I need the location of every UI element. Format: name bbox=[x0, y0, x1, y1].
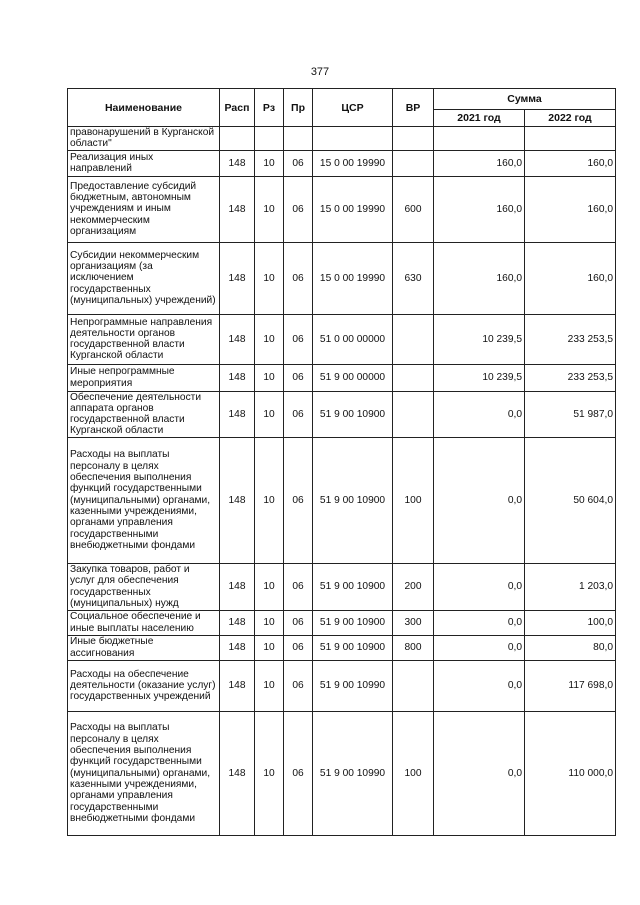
cell-2021: 160,0 bbox=[434, 176, 525, 242]
cell-rasp: 148 bbox=[220, 176, 255, 242]
cell-csr: 15 0 00 19990 bbox=[313, 176, 393, 242]
page-number: 377 bbox=[310, 66, 330, 78]
cell-pr: 06 bbox=[284, 242, 313, 314]
header-year-2021: 2021 год bbox=[434, 110, 525, 127]
table-row bbox=[68, 391, 616, 437]
cell-2021: 0,0 bbox=[434, 437, 525, 563]
header-sum: Сумма bbox=[434, 89, 616, 110]
cell-2022: 160,0 bbox=[525, 242, 616, 314]
cell-2022: 80,0 bbox=[525, 635, 616, 660]
cell-rz: 10 bbox=[255, 610, 284, 635]
cell-csr: 51 9 00 10990 bbox=[313, 711, 393, 835]
cell-name: Иные непрограммные мероприятия bbox=[68, 364, 220, 391]
budget-table bbox=[67, 88, 616, 836]
cell-2022: 117 698,0 bbox=[525, 660, 616, 711]
cell-csr: 15 0 00 19990 bbox=[313, 242, 393, 314]
cell-rasp: 148 bbox=[220, 660, 255, 711]
cell-rasp: 148 bbox=[220, 711, 255, 835]
cell-rasp bbox=[220, 127, 255, 151]
cell-vr: 100 bbox=[393, 711, 434, 835]
table-body bbox=[68, 127, 616, 836]
cell-vr bbox=[393, 660, 434, 711]
cell-rz: 10 bbox=[255, 437, 284, 563]
table-row bbox=[68, 711, 616, 835]
header-name: Наименование bbox=[68, 89, 220, 127]
cell-rz: 10 bbox=[255, 314, 284, 364]
cell-csr: 51 9 00 10900 bbox=[313, 610, 393, 635]
cell-name: Расходы на выплаты персоналу в целях обеспечения выполнения функций государственными (муниципальными) органами, казенными учреждениями, органами управления государственными внебюджетными фондами bbox=[68, 711, 220, 835]
cell-name: Иные бюджетные ассигнования bbox=[68, 635, 220, 660]
cell-rz: 10 bbox=[255, 150, 284, 176]
cell-pr bbox=[284, 127, 313, 151]
cell-name: Реализация иных направлений bbox=[68, 150, 220, 176]
cell-csr: 51 9 00 10900 bbox=[313, 563, 393, 610]
cell-rz bbox=[255, 127, 284, 151]
header-rasp: Расп bbox=[220, 89, 255, 127]
cell-pr: 06 bbox=[284, 635, 313, 660]
table-row bbox=[68, 127, 616, 151]
table-row bbox=[68, 610, 616, 635]
cell-rz: 10 bbox=[255, 364, 284, 391]
header-year-2022: 2022 год bbox=[525, 110, 616, 127]
cell-vr: 800 bbox=[393, 635, 434, 660]
header-csr: ЦСР bbox=[313, 89, 393, 127]
cell-2021: 0,0 bbox=[434, 391, 525, 437]
table-row bbox=[68, 364, 616, 391]
cell-2022: 100,0 bbox=[525, 610, 616, 635]
table-row bbox=[68, 437, 616, 563]
table-row bbox=[68, 176, 616, 242]
cell-2022: 1 203,0 bbox=[525, 563, 616, 610]
cell-2022: 160,0 bbox=[525, 176, 616, 242]
cell-rasp: 148 bbox=[220, 563, 255, 610]
cell-name: Расходы на обеспечение деятельности (оказание услуг) государственных учреждений bbox=[68, 660, 220, 711]
cell-2021: 0,0 bbox=[434, 635, 525, 660]
header-pr: Пр bbox=[284, 89, 313, 127]
cell-rasp: 148 bbox=[220, 391, 255, 437]
cell-csr bbox=[313, 127, 393, 151]
cell-pr: 06 bbox=[284, 176, 313, 242]
cell-csr: 51 0 00 00000 bbox=[313, 314, 393, 364]
cell-vr bbox=[393, 391, 434, 437]
cell-pr: 06 bbox=[284, 711, 313, 835]
table-row bbox=[68, 660, 616, 711]
cell-rz: 10 bbox=[255, 660, 284, 711]
cell-csr: 51 9 00 10900 bbox=[313, 391, 393, 437]
cell-pr: 06 bbox=[284, 610, 313, 635]
cell-vr: 300 bbox=[393, 610, 434, 635]
cell-rasp: 148 bbox=[220, 364, 255, 391]
cell-csr: 51 9 00 10900 bbox=[313, 437, 393, 563]
cell-name: Субсидии некоммерческим организациям (за исключением государственных (муниципальных) учреждений) bbox=[68, 242, 220, 314]
cell-2021: 160,0 bbox=[434, 150, 525, 176]
cell-name: правонарушений в Курганской области" bbox=[68, 127, 220, 151]
cell-rz: 10 bbox=[255, 242, 284, 314]
cell-csr: 51 9 00 10990 bbox=[313, 660, 393, 711]
table-row bbox=[68, 635, 616, 660]
cell-vr bbox=[393, 364, 434, 391]
cell-rasp: 148 bbox=[220, 242, 255, 314]
cell-2022: 160,0 bbox=[525, 150, 616, 176]
cell-csr: 51 9 00 00000 bbox=[313, 364, 393, 391]
cell-csr: 51 9 00 10900 bbox=[313, 635, 393, 660]
cell-rz: 10 bbox=[255, 711, 284, 835]
cell-vr bbox=[393, 150, 434, 176]
cell-rasp: 148 bbox=[220, 635, 255, 660]
cell-pr: 06 bbox=[284, 314, 313, 364]
cell-pr: 06 bbox=[284, 660, 313, 711]
cell-rz: 10 bbox=[255, 635, 284, 660]
cell-vr: 630 bbox=[393, 242, 434, 314]
cell-rz: 10 bbox=[255, 391, 284, 437]
cell-2021 bbox=[434, 127, 525, 151]
cell-name: Непрограммные направления деятельности органов государственной власти Курганской области bbox=[68, 314, 220, 364]
cell-name: Социальное обеспечение и иные выплаты населению bbox=[68, 610, 220, 635]
cell-rasp: 148 bbox=[220, 314, 255, 364]
cell-rz: 10 bbox=[255, 563, 284, 610]
cell-2021: 0,0 bbox=[434, 563, 525, 610]
cell-name: Предоставление субсидий бюджетным, автономным учреждениям и иным некоммерческим организациям bbox=[68, 176, 220, 242]
cell-pr: 06 bbox=[284, 150, 313, 176]
table-row bbox=[68, 563, 616, 610]
cell-2021: 0,0 bbox=[434, 660, 525, 711]
cell-2022 bbox=[525, 127, 616, 151]
cell-pr: 06 bbox=[284, 364, 313, 391]
cell-vr: 200 bbox=[393, 563, 434, 610]
cell-2021: 0,0 bbox=[434, 711, 525, 835]
cell-rz: 10 bbox=[255, 176, 284, 242]
cell-pr: 06 bbox=[284, 391, 313, 437]
cell-2021: 0,0 bbox=[434, 610, 525, 635]
table-row bbox=[68, 242, 616, 314]
cell-name: Расходы на выплаты персоналу в целях обеспечения выполнения функций государственными (муниципальными) органами, казенными учреждениями, органами управления государственными внебюджетными фондами bbox=[68, 437, 220, 563]
header-vr: ВР bbox=[393, 89, 434, 127]
cell-vr bbox=[393, 127, 434, 151]
cell-2021: 10 239,5 bbox=[434, 364, 525, 391]
cell-vr bbox=[393, 314, 434, 364]
table-row bbox=[68, 150, 616, 176]
cell-pr: 06 bbox=[284, 563, 313, 610]
cell-rasp: 148 bbox=[220, 150, 255, 176]
cell-rasp: 148 bbox=[220, 437, 255, 563]
header-rz: Рз bbox=[255, 89, 284, 127]
cell-2021: 160,0 bbox=[434, 242, 525, 314]
cell-pr: 06 bbox=[284, 437, 313, 563]
cell-rasp: 148 bbox=[220, 610, 255, 635]
cell-name: Обеспечение деятельности аппарата органов государственной власти Курганской области bbox=[68, 391, 220, 437]
cell-2022: 51 987,0 bbox=[525, 391, 616, 437]
cell-vr: 100 bbox=[393, 437, 434, 563]
cell-csr: 15 0 00 19990 bbox=[313, 150, 393, 176]
cell-name: Закупка товаров, работ и услуг для обеспечения государственных (муниципальных) нужд bbox=[68, 563, 220, 610]
table-row bbox=[68, 314, 616, 364]
cell-2021: 10 239,5 bbox=[434, 314, 525, 364]
cell-2022: 110 000,0 bbox=[525, 711, 616, 835]
cell-2022: 50 604,0 bbox=[525, 437, 616, 563]
cell-vr: 600 bbox=[393, 176, 434, 242]
cell-2022: 233 253,5 bbox=[525, 364, 616, 391]
cell-2022: 233 253,5 bbox=[525, 314, 616, 364]
